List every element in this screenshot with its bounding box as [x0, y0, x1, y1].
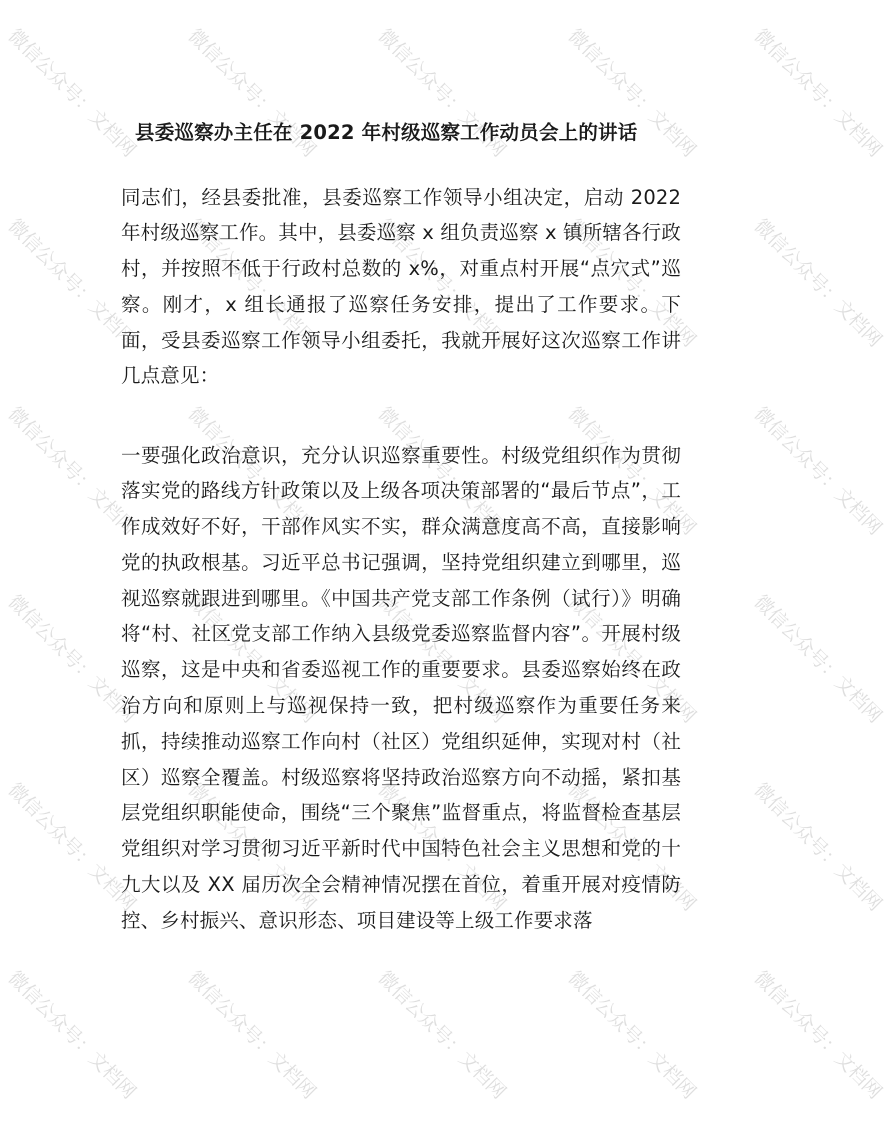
watermark-text: 微信公众号：文档网 [183, 778, 321, 916]
watermark-text: 微信公众号：文档网 [749, 778, 887, 916]
watermark-text: 微信公众号：文档网 [183, 24, 321, 162]
watermark-text: 微信公众号：文档网 [563, 24, 701, 162]
watermark-text: 微信公众号：文档网 [3, 24, 141, 162]
watermark-text: 微信公众号：文档网 [749, 24, 887, 162]
paragraph: 同志们，经县委批准，县委巡察工作领导小组决定，启动 2022 年村级巡察工作。其中，县委巡察 x 组负责巡察 x 镇所辖各行政村，并按照不低于行政村总数的 x%，对重点村开展“点穴式”巡察。刚才，x 组长通报了巡察任务安排，提出了工作要求。下面，受县委巡察工作领导小组委托，我就开展好这次巡察工作讲几点意见： [121, 185, 681, 388]
watermark-text: 微信公众号：文档网 [3, 402, 141, 540]
watermark-text: 微信公众号：文档网 [183, 966, 321, 1104]
watermark-text: 微信公众号：文档网 [373, 214, 511, 352]
watermark-text: 微信公众号：文档网 [373, 590, 511, 728]
watermark-text: 微信公众号：文档网 [749, 214, 887, 352]
watermark-text: 微信公众号：文档网 [749, 402, 887, 540]
watermark-text: 微信公众号：文档网 [3, 966, 141, 1104]
watermark-text: 微信公众号：文档网 [563, 214, 701, 352]
watermark-text: 微信公众号：文档网 [563, 590, 701, 728]
watermark-text: 微信公众号：文档网 [3, 590, 141, 728]
watermark-text: 微信公众号：文档网 [183, 402, 321, 540]
watermark-text: 微信公众号：文档网 [563, 402, 701, 540]
watermark-text: 微信公众号：文档网 [749, 966, 887, 1104]
document-title: 县委巡察办主任在 2022 年村级巡察工作动员会上的讲话 [135, 121, 638, 144]
watermark-text: 微信公众号：文档网 [373, 24, 511, 162]
watermark-text: 微信公众号：文档网 [563, 966, 701, 1104]
watermark-text: 微信公众号：文档网 [749, 590, 887, 728]
watermark-text: 微信公众号：文档网 [183, 214, 321, 352]
watermark-text: 微信公众号：文档网 [373, 402, 511, 540]
watermark-text: 微信公众号：文档网 [563, 778, 701, 916]
watermark-text: 微信公众号：文档网 [3, 214, 141, 352]
watermark-text: 微信公众号：文档网 [373, 966, 511, 1104]
watermark-text: 微信公众号：文档网 [183, 590, 321, 728]
watermark-text: 微信公众号：文档网 [3, 778, 141, 916]
watermark-text: 微信公众号：文档网 [373, 778, 511, 916]
paragraph: 一要强化政治意识，充分认识巡察重要性。村级党组织作为贯彻落实党的路线方针政策以及上级各项决策部署的“最后节点”，工作成效好不好，干部作风实不实，群众满意度高不高，直接影响党的执政根基。习近平总书记强调，坚持党组织建立到哪里，巡视巡察就跟进到哪里。《中国共产党支部工作条例（试行）》明确将“村、社区党支部工作纳入县级党委巡察监督内容”。开展村级巡察，这是中央和省委巡视工作的重要要求。县委巡察始终在政治方向和原则上与巡视保持一致，把村级巡察作为重要任务来抓，持续推动巡察工作向村（社区）党组织延伸，实现对村（社区）巡察全覆盖。村级巡察将坚持政治巡察方向不动摇，紧扣基层党组织职能使命，围绕“三个聚焦”监督重点，将监督检查基层党组织对学习贯彻习近平新时代中国特色社会主义思想和党的十九大以及 XX 届历次全会精神情况摆在首位，着重开展对疫情防控、乡村振兴、意识形态、项目建设等上级工作要求落 [121, 443, 681, 932]
